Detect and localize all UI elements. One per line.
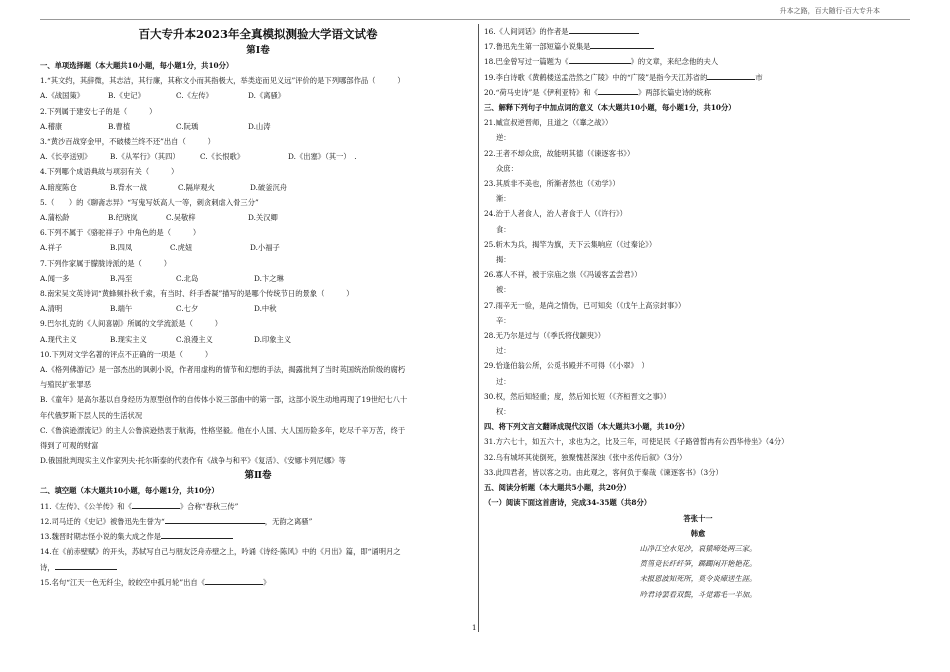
question-text: 》 bbox=[263, 577, 271, 587]
section-heading: 五、阅读分析题（本大题共5小题，共20分） bbox=[484, 483, 631, 493]
answer-blank[interactable] bbox=[598, 85, 638, 95]
column-divider bbox=[478, 24, 479, 632]
option-continued: 得到了可观的财富 bbox=[40, 441, 99, 451]
option: B.曹植 bbox=[108, 121, 131, 131]
poem-line: 未报恩波知死所，莫令炎瘴送生涯。 bbox=[639, 574, 757, 584]
question-options bbox=[40, 332, 476, 347]
option: A.清明 bbox=[40, 304, 63, 314]
section-heading: 二、填空题（本大题共10小题，每小题1分，共10分） bbox=[40, 486, 219, 496]
option: D.中秋 bbox=[254, 304, 277, 314]
question-text: 19.李白诗歌《黄鹤楼送孟浩然之广陵》中的“广陵”是指今天江苏省的 bbox=[484, 72, 708, 82]
question-text: 21.臧宣叔逆晋师，且道之（《鞌之战》） bbox=[484, 118, 613, 128]
option: C.七夕 bbox=[176, 304, 199, 314]
question-text: 市 bbox=[755, 72, 763, 82]
option: B.四凤 bbox=[110, 243, 133, 253]
question-text: 27.雨辛无一验，是尚之情伪，已可知矣（《戊午上高宗封事》） bbox=[484, 300, 686, 310]
option: B.背水一战 bbox=[110, 182, 147, 192]
left-column bbox=[40, 24, 476, 590]
question-text: 1.“其文约，其辞微，其志洁，其行廉，其称文小而其指极大，举类迩而见义远”评价的是下列哪部作品（ ） bbox=[40, 76, 405, 86]
fill-question bbox=[484, 39, 912, 54]
question-text: 诗， bbox=[40, 562, 55, 572]
option: B.现实主义 bbox=[110, 334, 147, 344]
question-text: 10.下列对文学名著的评点不正确的一项是（ ） bbox=[40, 349, 213, 359]
poem-title: 答张十一 bbox=[683, 513, 713, 523]
answer-blank[interactable] bbox=[707, 70, 755, 80]
question-text: ，无韵之离骚” bbox=[264, 516, 313, 526]
option: D.印象主义 bbox=[254, 334, 292, 344]
option: C.隔岸观火 bbox=[178, 182, 215, 192]
volume-one-heading: 第Ⅰ卷 bbox=[246, 45, 270, 56]
question-options bbox=[40, 149, 476, 164]
subsection-heading: （一）阅读下面这首唐诗，完成34-35题（共8分） bbox=[484, 498, 652, 508]
fill-question bbox=[484, 70, 912, 85]
question-text: 14.在《前赤壁赋》的开头，苏轼写自己与朋友泛舟赤壁之上，吟诵《诗经·陈风》中的《月出》篇，即“诵明月之 bbox=[40, 547, 401, 557]
answer-label: 权： bbox=[496, 407, 511, 417]
option: B.纪晓岚 bbox=[108, 213, 138, 223]
answer-label: 渐： bbox=[496, 194, 511, 204]
question-text: 16.《人间词话》的作者是 bbox=[484, 27, 569, 36]
option: D.《出塞》（其一） . bbox=[288, 152, 357, 162]
answer-label: 揭： bbox=[496, 255, 511, 265]
option: A.暗度陈仓 bbox=[40, 182, 77, 192]
option: A.祥子 bbox=[40, 243, 63, 253]
question-options bbox=[40, 271, 476, 286]
question-text: 31.方六七十，如五六十，求也为之，比及三年，可使足民《子路曾皙冉有公西华侍坐》（4分） bbox=[484, 437, 789, 447]
answer-label: 辛： bbox=[496, 315, 511, 325]
fill-question bbox=[484, 24, 912, 39]
question-text: 7.下列作家属于朦胧诗派的是（ ） bbox=[40, 258, 172, 268]
question-text: 》的文章，来纪念他的夫人 bbox=[630, 57, 719, 67]
question-text: 33.此四君者，皆以客之功。由此观之，客何负于秦哉《谏逐客书》（3分） bbox=[484, 467, 723, 477]
option: B.《史记》 bbox=[108, 91, 145, 101]
fill-question bbox=[40, 575, 476, 590]
option: C.吴敬梓 bbox=[166, 213, 196, 223]
page-header: 升本之路，百大随行-百大专升本 bbox=[779, 7, 880, 15]
option: A.《战国策》 bbox=[40, 91, 85, 101]
section-heading: 三、解释下列句子中加点词的意义（本大题共10小题，每小题1分，共10分） bbox=[484, 103, 736, 113]
volume-two-heading: 第Ⅱ卷 bbox=[244, 470, 272, 482]
header-rule bbox=[40, 19, 910, 20]
fill-question bbox=[40, 560, 476, 575]
question-text: 24.治于人者食人，治人者食于人（《许行》） bbox=[484, 209, 627, 219]
fill-question bbox=[40, 499, 476, 514]
option: C.北岛 bbox=[176, 273, 199, 283]
question-options bbox=[40, 119, 476, 134]
option: A.现代主义 bbox=[40, 334, 77, 344]
question-text: 26.寡人不祥，被于宗庙之祟（《冯谖客孟尝君》） bbox=[484, 270, 642, 280]
question-text: 28.无乃尔是过与（《季氏将伐颛臾》） bbox=[484, 331, 606, 341]
answer-blank[interactable] bbox=[205, 575, 263, 585]
answer-blank[interactable] bbox=[161, 529, 233, 539]
poem-line: 山净江空水见沙，哀猿啼处两三家。 bbox=[639, 543, 757, 553]
question-text: 》两部长篇史诗的统称 bbox=[637, 87, 711, 97]
answer-blank[interactable] bbox=[132, 499, 180, 509]
option: C.《长恨歌》 bbox=[200, 152, 245, 162]
answer-blank[interactable] bbox=[590, 39, 654, 49]
option: B.《童年》是高尔基以自身经历为原型创作的自传体小说三部曲中的第一部，这部小说生动地再现了19世纪七八十 bbox=[40, 395, 408, 405]
page-number: 1 bbox=[472, 624, 477, 632]
option: A.稽康 bbox=[40, 121, 63, 131]
option: D.小福子 bbox=[250, 243, 280, 253]
option: D.卞之琳 bbox=[254, 273, 284, 283]
option: C.《左传》 bbox=[176, 91, 213, 101]
question-text: 22.王者不却众庶，故能明其德（《谏逐客书》） bbox=[484, 148, 635, 158]
option: D.关汉卿 bbox=[248, 213, 278, 223]
answer-label: 过： bbox=[496, 346, 511, 356]
fill-question bbox=[40, 544, 476, 559]
option: C.阮瑀 bbox=[176, 121, 199, 131]
answer-label: 逆： bbox=[496, 133, 511, 143]
question-text: 6.下列不属于《骆驼祥子》中角色的是（ ） bbox=[40, 228, 201, 238]
fill-question bbox=[484, 85, 912, 100]
question-text: 29.恰逢伯翁公所，公觅书殿并不可得（《小翠》 ） bbox=[484, 361, 649, 371]
question-text: 11.《左传》、《公羊传》和《 bbox=[40, 501, 132, 511]
option: D.破釜沉舟 bbox=[250, 182, 288, 192]
answer-blank[interactable] bbox=[165, 514, 265, 524]
question-text: 15.名句“江天一色无纤尘，皎皎空中孤月轮”出自《 bbox=[40, 577, 206, 587]
option: B.《从军行》（其四） bbox=[110, 152, 180, 162]
question-options bbox=[40, 301, 476, 316]
fill-question bbox=[40, 514, 476, 529]
option: A.《格列佛游记》是一部杰出的讽刺小说，作者用虚构的情节和幻想的手法，揭露批判了当时英国统治阶级的腐朽 bbox=[40, 365, 406, 375]
answer-label: 被： bbox=[496, 285, 511, 295]
question-options bbox=[40, 88, 476, 103]
option: A.闻一多 bbox=[40, 273, 70, 283]
poem-author: 韩愈 bbox=[690, 528, 706, 538]
fill-question bbox=[40, 529, 476, 544]
answer-blank[interactable] bbox=[569, 24, 639, 34]
question-text: 17.鲁迅先生第一部短篇小说集是 bbox=[484, 42, 591, 52]
answer-blank[interactable] bbox=[569, 54, 631, 64]
question-text: 》合称“春秋三传” bbox=[179, 501, 239, 511]
option-continued: 与殖民扩张罪恶 bbox=[40, 380, 92, 390]
question-text: 2.下列属于建安七子的是（ ） bbox=[40, 106, 157, 116]
question-text: 30.权，然后知轻重；度，然后知长短（《齐桓晋文之事》） bbox=[484, 391, 671, 401]
answer-blank[interactable] bbox=[55, 560, 117, 570]
poem-line: 筼筜竞长纤纤笋，踯躅闲开艳艳花。 bbox=[639, 559, 757, 569]
question-text: 5.（ ）的《聊斋志异》“写鬼写妖高人一等，刺贪刺虐入骨三分” bbox=[40, 197, 259, 207]
question-text: 25.斩木为兵，揭竿为旗，天下云集响应（《过秦论》） bbox=[484, 239, 657, 249]
question-text: 12.司马迁的《史记》被鲁迅先生誉为“ bbox=[40, 516, 165, 526]
question-text: 20.“荷马史诗”是《伊利亚特》和《 bbox=[484, 87, 598, 97]
question-options bbox=[40, 180, 476, 195]
option: C.浪漫主义 bbox=[176, 334, 213, 344]
option: B.端午 bbox=[110, 304, 133, 314]
question-text: 32.乌有城坏其徒倒死，独聚愧甚深浊《张中丞传后叙》（3分） bbox=[484, 452, 687, 462]
question-text: 18.巴金曾写过一篇题为《 bbox=[484, 57, 569, 67]
question-options bbox=[40, 210, 476, 225]
question-options bbox=[40, 240, 476, 255]
fill-question bbox=[484, 54, 912, 69]
answer-label: 众庶： bbox=[496, 163, 518, 173]
answer-label: 食： bbox=[496, 224, 511, 234]
section-heading: 一、单项选择题（本大题共10小题，每小题1分，共10分） bbox=[40, 61, 234, 70]
question-text: 4.下列哪个成语典故与项羽有关（ ） bbox=[40, 167, 179, 177]
option: A.蒲松龄 bbox=[40, 213, 70, 223]
question-text: 13.魏晋时期志怪小说的集大成之作是 bbox=[40, 532, 162, 542]
question-text: 23.其质非不美也，所渐者然也（《劝学》） bbox=[484, 179, 620, 189]
option: A.《长亭送别》 bbox=[40, 152, 92, 162]
right-column bbox=[484, 24, 912, 602]
exam-title: 百大专升本2023年全真模拟测验大学语文试卷 bbox=[138, 27, 378, 41]
option: C.《鲁滨逊漂流记》的主人公鲁滨逊热衷于航海，性格坚毅。他在小人国、大人国历险多年，吃尽千辛万苦，终于 bbox=[40, 425, 406, 435]
option: C.虎妞 bbox=[170, 243, 193, 253]
question-text: 9.巴尔扎克的《人间喜剧》所属的文学流派是（ ） bbox=[40, 319, 223, 329]
question-text: 3.“黄沙百战穿金甲，不破楼兰终不还”出自（ ） bbox=[40, 137, 215, 147]
option-continued: 年代俄罗斯下层人民的生活状况 bbox=[40, 410, 143, 420]
answer-label: 过： bbox=[496, 376, 511, 386]
poem-line: 吟君诗罢看双鬓，斗觉霜毛一半加。 bbox=[639, 589, 757, 599]
question-text: 8.南宋吴文英诗词“黄蜂频扑秋千索，有当时、纤手香凝”描写的是哪个传统节日的景象（ ） bbox=[40, 289, 354, 299]
option: B.冯至 bbox=[110, 273, 133, 283]
section-heading: 四、将下列文言文翻译成现代汉语（本大题共3小题，共10分） bbox=[484, 422, 689, 432]
option: D.俄国批判现实主义作家列夫·托尔斯泰的代表作有《战争与和平》《复活》、《安娜卡列尼娜》等 bbox=[40, 456, 346, 466]
option: D.山涛 bbox=[248, 121, 271, 131]
option: D.《离骚》 bbox=[248, 91, 286, 101]
